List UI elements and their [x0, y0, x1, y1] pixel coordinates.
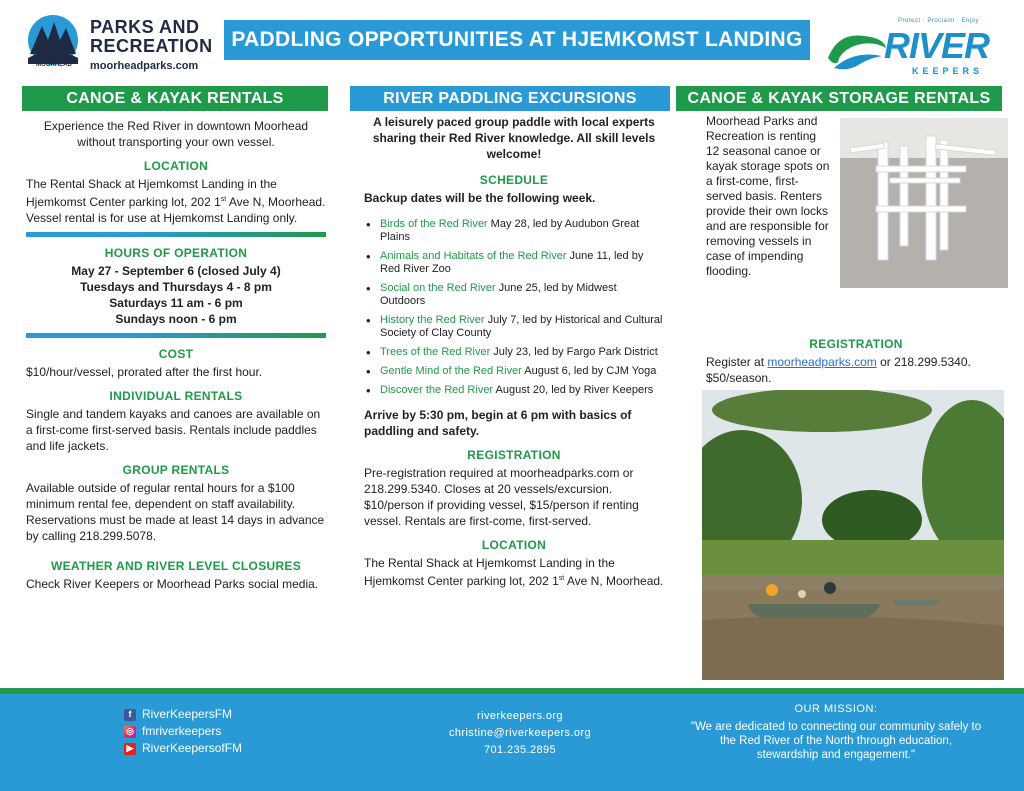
rk-sub: KEEPERS [912, 66, 984, 76]
canoe-river-image [702, 390, 1004, 680]
list-item [380, 282, 664, 308]
excursion-location-text [364, 555, 664, 589]
event-title[interactable]: Social on the Red River [380, 282, 496, 294]
excursions-column [364, 114, 664, 589]
weather-closures-text: Check River Keepers or Moorhead Parks social media. [26, 577, 319, 591]
storage-column [706, 114, 1006, 385]
location-sup: st [220, 196, 227, 203]
register-suffix: or 218.299.5340. $50/season. [706, 355, 971, 385]
list-item [380, 314, 664, 340]
event-title[interactable]: Gentle Mind of the Red River [380, 365, 522, 377]
event-title[interactable]: Discover the Red River [380, 384, 494, 396]
org-title [90, 18, 213, 56]
canoe-river-photo [702, 390, 1004, 680]
moorhead-parks-logo [24, 14, 224, 76]
storage-text: Moorhead Parks and Recreation is renting 12 seasonal canoe or kayak storage spots on a first-come, first-served basis. Renters provide their own locks and are responsible for removing vessels in case of impending flooding. [706, 114, 830, 278]
storage-registration-text [706, 354, 1006, 386]
rentals-location-heading: LOCATION [143, 159, 209, 173]
location-text-a: The Rental Shack at Hjemkomst Landing in the Hjemkomst Center parking lot, 202 1 [26, 177, 277, 209]
rk-name: RIVER [884, 25, 990, 66]
event-detail: August 20, led by River Keepers [493, 384, 654, 396]
list-item [380, 218, 664, 244]
footer [0, 694, 1024, 791]
rentals-column [26, 118, 326, 592]
weather-closures-heading: WEATHER AND RIVER LEVEL CLOSURES [50, 559, 302, 573]
contact-info [400, 708, 640, 759]
mission-text: "We are dedicated to connecting our community safely to the Red River of the North through education, stewardship and engagement." [690, 721, 982, 761]
location-text-a: The Rental Shack at Hjemkomst Landing in the Hjemkomst Center parking lot, 202 1 [364, 556, 615, 588]
event-detail: May 28, led by Audubon Great Plains [380, 218, 640, 243]
excursions-intro: A leisurely paced group paddle with local experts sharing their Red River knowledge. All skill levels welcome! [372, 115, 656, 161]
main-title-banner [224, 20, 810, 60]
social-row[interactable] [124, 706, 242, 723]
register-link[interactable]: moorheadparks.com [767, 355, 877, 369]
phone-number: 701.235.2895 [483, 744, 557, 756]
arrival-text: Arrive by 5:30 pm, begin at 6 pm with basics of paddling and safety. [364, 408, 632, 438]
river-keepers-logo [824, 18, 1004, 80]
event-detail: June 25, led by Midwest Outdoors [380, 282, 617, 307]
divider [26, 232, 326, 237]
mission-statement [688, 702, 984, 762]
storage-rack-photo [840, 118, 1008, 288]
event-detail: August 6, led by CJM Yoga [521, 365, 657, 377]
website-link[interactable]: riverkeepers.org [477, 710, 563, 722]
org-title-line2: RECREATION [90, 36, 213, 56]
page-title: PADDLING OPPORTUNITIES AT HJEMKOMST LANDING [231, 28, 803, 51]
list-item [380, 384, 664, 397]
hours-list [26, 263, 326, 327]
storage-registration-heading: REGISTRATION [809, 337, 903, 351]
divider [26, 333, 326, 338]
excursion-registration-text: Pre-registration required at moorheadparks.com or 218.299.5340. Closes at 20 vessels/excursion. $10/person if providing vessel, $15/person if renting vessel. Rentals are first-come, first-served. [364, 466, 639, 528]
cost-heading: COST [158, 347, 194, 361]
rentals-location-text [26, 176, 326, 226]
hours-line: Tuesdays and Thursdays 4 - 8 pm [80, 280, 272, 294]
cost-text: $10/hour/vessel, prorated after the first hour. [26, 365, 263, 379]
event-title[interactable]: History the Red River [380, 314, 485, 326]
org-title-line1: PARKS AND [90, 17, 200, 37]
event-title[interactable]: Birds of the Red River [380, 218, 488, 230]
hours-line: Sundays noon - 6 pm [115, 312, 237, 326]
location-text-b: Ave N, Moorhead. Vessel rental is for use at Hjemkomst Landing only. [26, 195, 326, 225]
river-swirl-icon [824, 28, 890, 76]
instagram-icon: ◎ [124, 726, 136, 738]
backup-dates-text: Backup dates will be the following week. [364, 191, 596, 205]
schedule-list [364, 218, 664, 397]
social-handle[interactable]: RiverKeepersFM [142, 707, 233, 721]
location-text-b: Ave N, Moorhead. [564, 574, 664, 588]
social-handle[interactable]: RiverKeepersofFM [142, 741, 243, 755]
email-link[interactable]: christine@riverkeepers.org [448, 727, 591, 739]
social-links [124, 706, 242, 757]
group-rentals-heading: GROUP RENTALS [122, 463, 230, 477]
storage-rack-image [840, 118, 1008, 288]
register-prefix: Register at [706, 355, 768, 369]
banner-canoe-kayak-rentals: CANOE & KAYAK RENTALS [22, 86, 328, 111]
hours-line: Saturdays 11 am - 6 pm [109, 296, 243, 310]
hours-heading: HOURS OF OPERATION [104, 246, 248, 260]
facebook-icon: f [124, 709, 136, 721]
event-detail: July 23, led by Fargo Park District [490, 346, 658, 358]
event-title[interactable]: Trees of the Red River [380, 346, 491, 358]
emblem-text: MOORHEAD [36, 62, 72, 68]
org-url[interactable]: moorheadparks.com [90, 60, 199, 72]
social-row[interactable] [124, 740, 242, 757]
social-row[interactable] [124, 723, 242, 740]
individual-rentals-text: Single and tandem kayaks and canoes are available on a first-come first-served basis. Rentals include paddles and life jackets. [26, 407, 321, 453]
excursion-registration-heading: REGISTRATION [467, 448, 561, 462]
individual-rentals-heading: INDIVIDUAL RENTALS [109, 389, 243, 403]
mission-heading: OUR MISSION: [794, 703, 878, 715]
excursion-location-heading: LOCATION [481, 538, 547, 552]
rentals-intro: Experience the Red River in downtown Moorhead without transporting your own vessel. [43, 119, 309, 149]
group-rentals-text: Available outside of regular rental hours for a $100 minimum rental fee, dependent on staff availability. Reservations must be made at least 14 days in advance by calling 218.299.5078. [26, 481, 325, 543]
youtube-icon: ▶ [124, 743, 136, 755]
event-title[interactable]: Animals and Habitats of the Red River [380, 250, 567, 262]
schedule-heading: SCHEDULE [479, 173, 549, 187]
hours-line: May 27 - September 6 (closed July 4) [71, 264, 281, 278]
banner-river-paddling-excursions: RIVER PADDLING EXCURSIONS [350, 86, 670, 111]
banner-storage-rentals: CANOE & KAYAK STORAGE RENTALS [676, 86, 1002, 111]
storage-registration [706, 336, 1006, 386]
social-handle[interactable]: fmriverkeepers [142, 724, 222, 738]
rk-tagline: Protect · Proclaim · Enjoy [898, 18, 980, 24]
location-sup: st [558, 575, 565, 582]
list-item [380, 365, 664, 378]
event-detail: July 7, led by Historical and Cultural Society of Clay County [380, 314, 663, 339]
event-detail: June 11, led by Red River Zoo [380, 250, 644, 275]
list-item [380, 250, 664, 276]
list-item [380, 346, 664, 359]
